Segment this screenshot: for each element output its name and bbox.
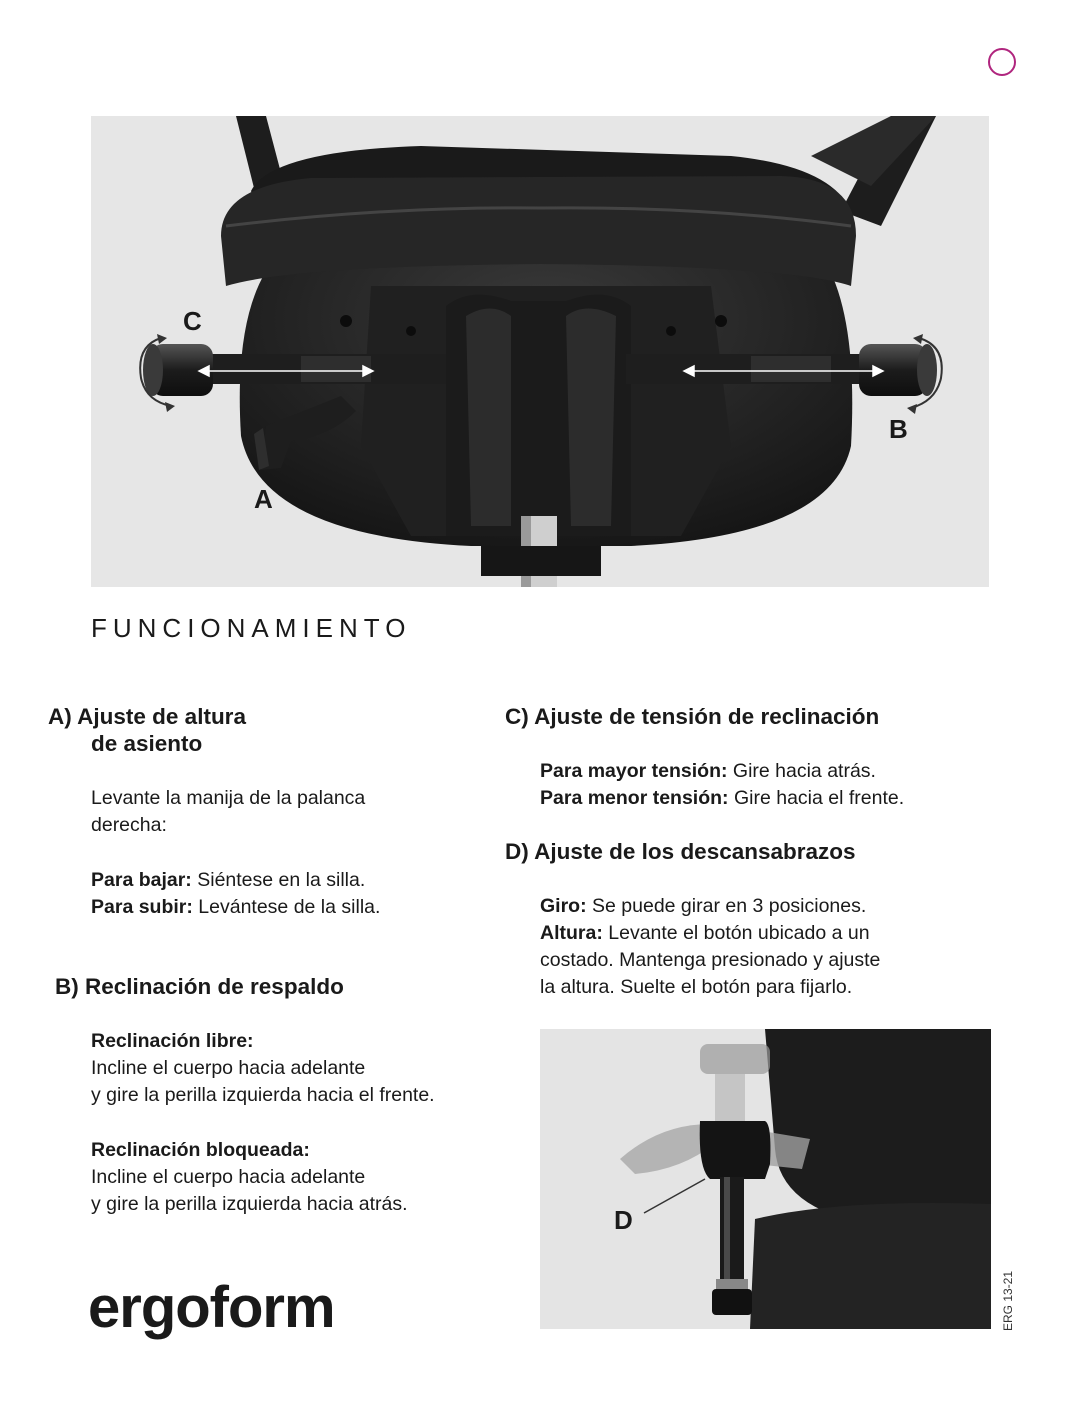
section-a-title-line2: de asiento [91, 731, 203, 756]
section-c-item1 [540, 758, 876, 785]
section-a-item2 [91, 894, 380, 921]
section-b-item1-line1: Incline el cuerpo hacia adelante [91, 1057, 366, 1079]
section-a-item2-label: Para subir: [91, 896, 193, 918]
document-code: ERG 13-21 [1001, 1270, 1015, 1331]
section-b-item1-line2: y gire la perilla izquierda hacia el frente. [91, 1084, 435, 1106]
section-c-item2-text: Gire hacia el frente. [728, 787, 905, 809]
callout-c: C [183, 306, 202, 336]
corner-ring-icon [988, 48, 1016, 76]
callout-a: A [254, 484, 273, 514]
section-d-item2-line3: la altura. Suelte el botón para fijarlo. [540, 976, 853, 998]
armrest-photo [540, 1029, 991, 1329]
callout-d: D [614, 1205, 633, 1235]
section-b-title: B) Reclinación de respaldo [55, 974, 344, 999]
section-d-item1-text: Se puede girar en 3 posiciones. [586, 895, 867, 917]
section-d-item2-line1: Levante el botón ubicado a un [602, 922, 870, 944]
section-b-item2-line1: Incline el cuerpo hacia adelante [91, 1166, 366, 1188]
section-d-title: D) Ajuste de los descansabrazos [505, 839, 856, 864]
section-a-item1 [91, 867, 365, 894]
section-c-title: C) Ajuste de tensión de reclinación [505, 704, 880, 729]
section-c-item1-text: Gire hacia atrás. [727, 760, 876, 782]
section-d-item1 [540, 893, 866, 920]
section-a-item2-text: Levántese de la silla. [192, 896, 381, 918]
section-d-item1-label: Giro: [540, 895, 587, 917]
section-a-item1-label: Para bajar: [91, 869, 192, 891]
section-d-item2-line2: costado. Mantenga presionado y ajuste [540, 949, 881, 971]
section-d-item2 [540, 920, 870, 947]
section-c-item2-label: Para menor tensión: [540, 787, 729, 809]
section-a-intro-line2: derecha: [91, 814, 167, 836]
armrest-illustration [540, 1029, 991, 1329]
callout-b: B [889, 414, 908, 444]
section-b-item2-line2: y gire la perilla izquierda hacia atrás. [91, 1193, 408, 1215]
ergoform-logo: ergoform [88, 1275, 335, 1340]
seat-mechanism-illustration [91, 116, 989, 587]
section-b-item2-label [91, 1137, 310, 1164]
section-d-item2-label: Altura: [540, 922, 603, 944]
section-a-item1-text: Siéntese en la silla. [191, 869, 366, 891]
section-b-item1-label-text: Reclinación libre: [91, 1030, 254, 1052]
section-a-title-line1: A) Ajuste de altura [48, 704, 246, 729]
section-c-item2 [540, 785, 904, 812]
section-a-intro-line1: Levante la manija de la palanca [91, 787, 366, 809]
section-c-item1-label: Para mayor tensión: [540, 760, 728, 782]
section-b-item2-label-text: Reclinación bloqueada: [91, 1139, 310, 1161]
section-b-item1-label [91, 1028, 254, 1055]
seat-mechanism-photo [91, 116, 989, 587]
section-title: FUNCIONAMIENTO [91, 613, 412, 643]
